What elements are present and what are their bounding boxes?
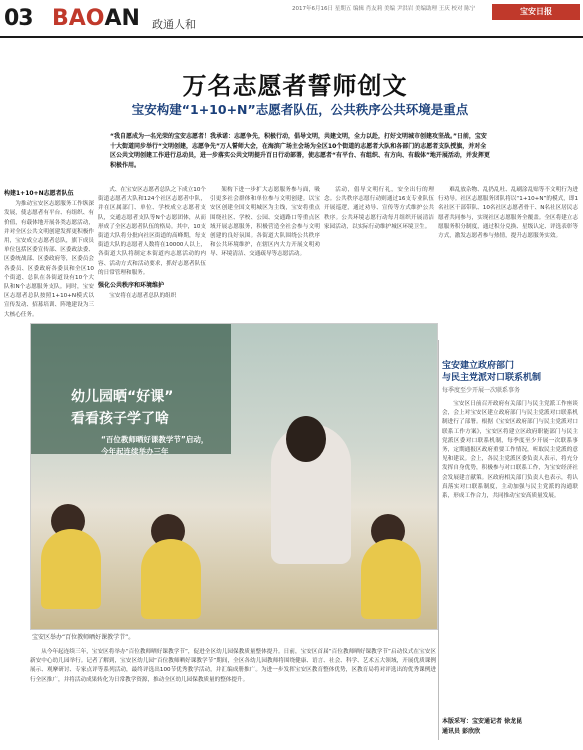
section-name: 政通人和 (152, 18, 196, 31)
byline: 本版采写：宝安通记者 徐龙昆 (442, 718, 523, 725)
brand-prefix: BAO (52, 6, 105, 31)
brand-suffix: AN (104, 6, 140, 31)
newspaper-brand (52, 6, 140, 31)
photo-title-line-1: 幼儿园晒“好课” (71, 389, 174, 405)
dateline: 2017年6月16日 星期五 编辑 肖友莉 美编 尹洪岩 美编助理 王庆 校对 陈宁 (292, 6, 476, 12)
sidebar-title-line-1: 宝安建立政府部门 (442, 361, 515, 371)
kindergarten-photo (30, 323, 438, 630)
logo: 宝安日报 (492, 4, 580, 20)
teacher-figure (286, 416, 326, 462)
column-heading-2: 强化公共秩序和环境维护 (98, 282, 165, 290)
lead-paragraph: “我自愿成为一名光荣的宝安志愿者！我承诺：志愿争先，积极行动，倡导文明，共建文明，全力以赴，打好文明城市创建攻坚战。”日前，宝安十大街道同步举行“文明创建，志愿争先”万人誓师大会，在海滨广场主会场为全区10个街道的志愿者大队和各部门的志愿者支队授旗，并对全区公共文明创建工作进行总动员，进一步落实公共文明提升百日行动部署，使志愿者“有平台、有组织、有方向、有载体”地开展活动，并发挥更积极作用。 (110, 133, 490, 169)
column-heading-1: 构建1+10+N志愿者队伍 (4, 190, 74, 197)
article-column-1 (4, 186, 94, 318)
photo-subtitle-line-2: 今年起连续举办三年 (101, 447, 169, 456)
column-text: 为推动宝安区志愿服务工作纵深发展，使志愿者有平台、有组织、有价值，有载体地开展各类志愿活动，并对全区公共文明创建发挥更积极作用，宝安成立志愿者总队，旗下成员单位包括区委宣传部、区委政法委、区委统战部、区委政府等，区委员会各委员、区委政府各委员和全区10个街道、总队在各街道设有10个大队和N个志愿服务支队。同时，宝安区志愿者总队按照1+10+N模式以宣传发动、招募培训、阵地建设为三大核心任务。 (4, 201, 94, 318)
article-text: 从今年起连续三年，宝安区将举办“百位教师晒好课教学节”，促进全区幼儿园保教质量整体提升。日前，宝安区首届“百位教师晒好课教学节”启动仪式在宝安区新安中心幼儿园举行。记者了解到，宝安区幼儿园“百位教师晒好课教学节”期间，全区各幼儿园教师将围绕健康、语言、社会、科学、艺术五大领域，开展优质课例展示、观摩研讨、专家点评等系列活动，最终评选出100节优秀教学活动，并汇编成册推广。为进一步发挥宝安区教育整体优势，区教育局将对评选出的优秀课例进行全区推广，并将活动成果转化为日常教学资源，推动全区幼儿园保教质量的整体提升。 (30, 649, 436, 683)
masthead (0, 0, 583, 38)
photo-caption: 宝安区举办“百位教师晒好课教学节”。 (32, 634, 135, 641)
column-text: 架构下进一步扩大志愿服务参与面，吸引更多社会群体和单位参与文明创建。以宝安区创建全国文明城区为主线，宝安将重点围绕社区、学校、公园、交通路口等重点区域开展志愿服务，积极营造全社会参与文明创建的良好氛围。各街道大队围绕公共秩序和公共环境维护，在辖区内大力开展文明劝导、环境清洁、交通疏导等志愿活动。 (210, 187, 320, 258)
column-text: 难乱放杂物、乱扔乱吐、乱刷涂乱贴等不文明行为进行劝导。社区志愿服务团队将以“1+10+N”的模式，即1名社区干部带队、10名社区志愿者骨干、N名社区居民志愿者共同参与，实现社区志愿服务全覆盖。全区将建立志愿服务积分制度，通过积分兑换、星级认定、评选表彰等方式，激发志愿者参与热情，提升志愿服务实效。 (438, 187, 578, 240)
sidebar-subtitle: 每季度至少开展一次联系事务 (442, 387, 521, 394)
column-text: 宝安将在志愿者总队的组织 (109, 293, 177, 300)
child-figure (141, 539, 201, 619)
kindergarten-article (30, 648, 436, 746)
page-number: 03 (4, 6, 33, 31)
child-figure (361, 539, 421, 619)
photo-title-line-2: 看看孩子学了啥 (71, 411, 169, 427)
sidebar-article (442, 400, 578, 710)
column-divider (438, 340, 439, 740)
subheadline: 宝安构建“1+10+N”志愿者队伍，公共秩序公共环境是重点 (131, 102, 469, 117)
article-column-2 (98, 186, 206, 314)
column-text: 式、在宝安区志愿者总队之下成立10个街道志愿者大队和124个社区志愿者中队，并在区属部门、单位、学校成立志愿者支队，交通志愿者支队等N个志愿团体，从而形成了全区志愿者队伍的格局。其中，10支街道大队将分批向社区街道的高峰期，每支街道大队的志愿者人数将在10000人以上，各街道大队将制定本街道内志愿活动的内容、活动方式和活动要求，抓好志愿者队伍的日常管理和服务。 (98, 187, 206, 276)
sidebar-title-line-2: 与民主党派对口联系机制 (442, 373, 542, 383)
article-column-5 (438, 186, 578, 314)
column-text: 活动，倡导文明行礼，安全出行的理念。公共秩序志愿行动则通过16支专业队伍开展巡逻，通过劝导、宣传等方式维护公共秩序。公共环境志愿行动每月组织开展清洁家园活动，以实际行动维护城区环境卫生。 (324, 187, 434, 230)
byline-correspondent: 通讯员 彭欣欣 (442, 728, 481, 735)
sidebar-text: 宝安区日前召开政府有关部门与民主党派工作座谈会，会上对宝安区建立政府部门与民主党派对口联系机制进行了部署。根据《宝安区政府部门与民主党派对口联系工作方案》，宝安区将建立区政府职能部门与民主党派区委对口联系机制，每季度至少开展一次联系事务，定期通报区政府重要工作情况，听取民主党派的意见和建议。会上，各民主党派区委负责人表示，将充分发挥自身优势，积极参与对口联系工作，为宝安经济社会发展建言献策。区政府相关部门负责人也表示，将认真落实对口联系制度，主动加强与民主党派的沟通联系，形成工作合力，共同推动宝安高质量发展。 (442, 401, 578, 500)
article-column-3 (210, 186, 320, 314)
child-figure (41, 529, 101, 609)
article-column-4 (324, 186, 434, 314)
headline: 万名志愿者誓师创文 (182, 72, 408, 100)
photo-subtitle-line-1: “百位教师晒好课教学节”启动， (101, 435, 209, 444)
